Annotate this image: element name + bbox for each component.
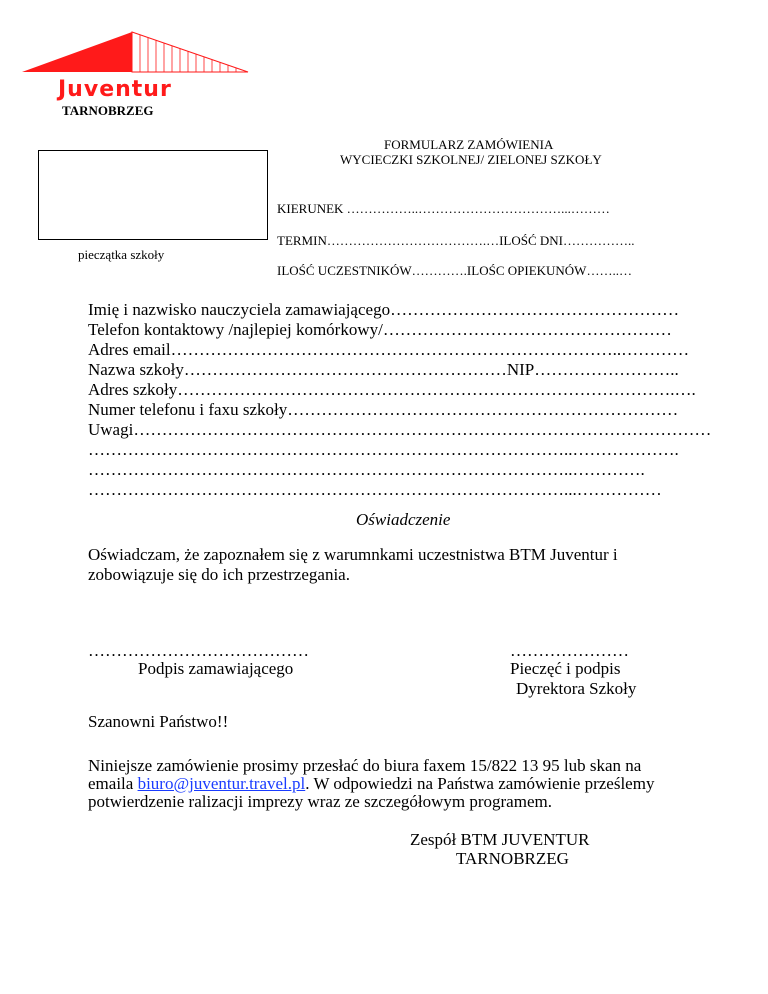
signature-right-label2: Dyrektora Szkoły [516, 679, 637, 698]
signature-left-label: Podpis zamawiającego [138, 659, 294, 678]
field-telefon-fax: Numer telefonu i faxu szkoły…………………………………………………………… [88, 400, 679, 419]
declaration-line1: Oświadczam, że zapoznałem się z warumnkami uczestnistwa BTM Juventur i [88, 545, 618, 564]
closing-line3: potwierdzenie ralizacji imprezy wraz ze szczegółowym programem. [88, 792, 552, 811]
field-uwagi-line: …………………………………………………………………………..………………. [88, 440, 679, 459]
signature-left-line: ………………………………… [88, 641, 309, 660]
closing-line2-post: . W odpowiedzi na Państwa zamówienie prześlemy [305, 774, 655, 793]
declaration-line2: zobowiązuje się do ich przestrzegania. [88, 565, 350, 584]
closing-line1: Niniejsze zamówienie prosimy przesłać do biura faxem 15/822 13 95 lub skan na [88, 756, 642, 775]
closing-greeting: Szanowni Państwo!! [88, 712, 229, 731]
field-nauczyciel: Imię i nazwisko nauczyciela zamawiającego…………………………………………… [88, 300, 680, 319]
declaration-title: Oświadczenie [356, 510, 451, 529]
field-termin: TERMIN……………………………….…ILOŚĆ DNI…………….. [277, 233, 635, 248]
school-stamp-label: pieczątka szkoły [78, 247, 165, 262]
field-nazwa-szkoly: Nazwa szkoły…………………………………………………NIP…………………….. [88, 360, 679, 379]
school-stamp-box [38, 150, 268, 240]
closing-line2 [88, 774, 654, 794]
signature-right-line: ………………… [510, 641, 629, 660]
field-adres-szkoly: Adres szkoły…………………………………………………………………………….…. [88, 380, 696, 399]
field-uwagi: Uwagi………………………………………………………………………………………… [88, 420, 712, 439]
field-uwagi-line: …………………………………………………………………………..…………. [88, 460, 645, 479]
field-uwagi-line: …………………………………………………………………………...…………… [88, 480, 662, 499]
field-kierunek: KIERUNEK ……………..……………………………...……… [277, 201, 610, 216]
closing-line2-pre: emaila [88, 774, 138, 793]
signature-right-label1: Pieczęć i podpis [510, 659, 621, 678]
closing-signature2: TARNOBRZEG [456, 849, 569, 868]
field-uczestnicy: ILOŚĆ UCZESTNIKÓW………….ILOŚC OPIEKUNÓW……..… [277, 263, 632, 278]
juventur-logo [20, 28, 250, 108]
logo-brand-text: Juventur [58, 77, 172, 102]
field-telefon: Telefon kontaktowy /najlepiej komórkowy/…………………………………………… [88, 320, 672, 339]
form-title-line2: WYCIECZKI SZKOLNEJ/ ZIELONEJ SZKOŁY [340, 152, 602, 167]
field-email: Adres email……………………………………………………………………..………… [88, 340, 690, 359]
email-link[interactable]: biuro@juventur.travel.pl [137, 774, 306, 793]
closing-signature1: Zespół BTM JUVENTUR [410, 830, 590, 849]
logo-city: TARNOBRZEG [62, 103, 154, 118]
form-title-line1: FORMULARZ ZAMÓWIENIA [384, 137, 554, 152]
